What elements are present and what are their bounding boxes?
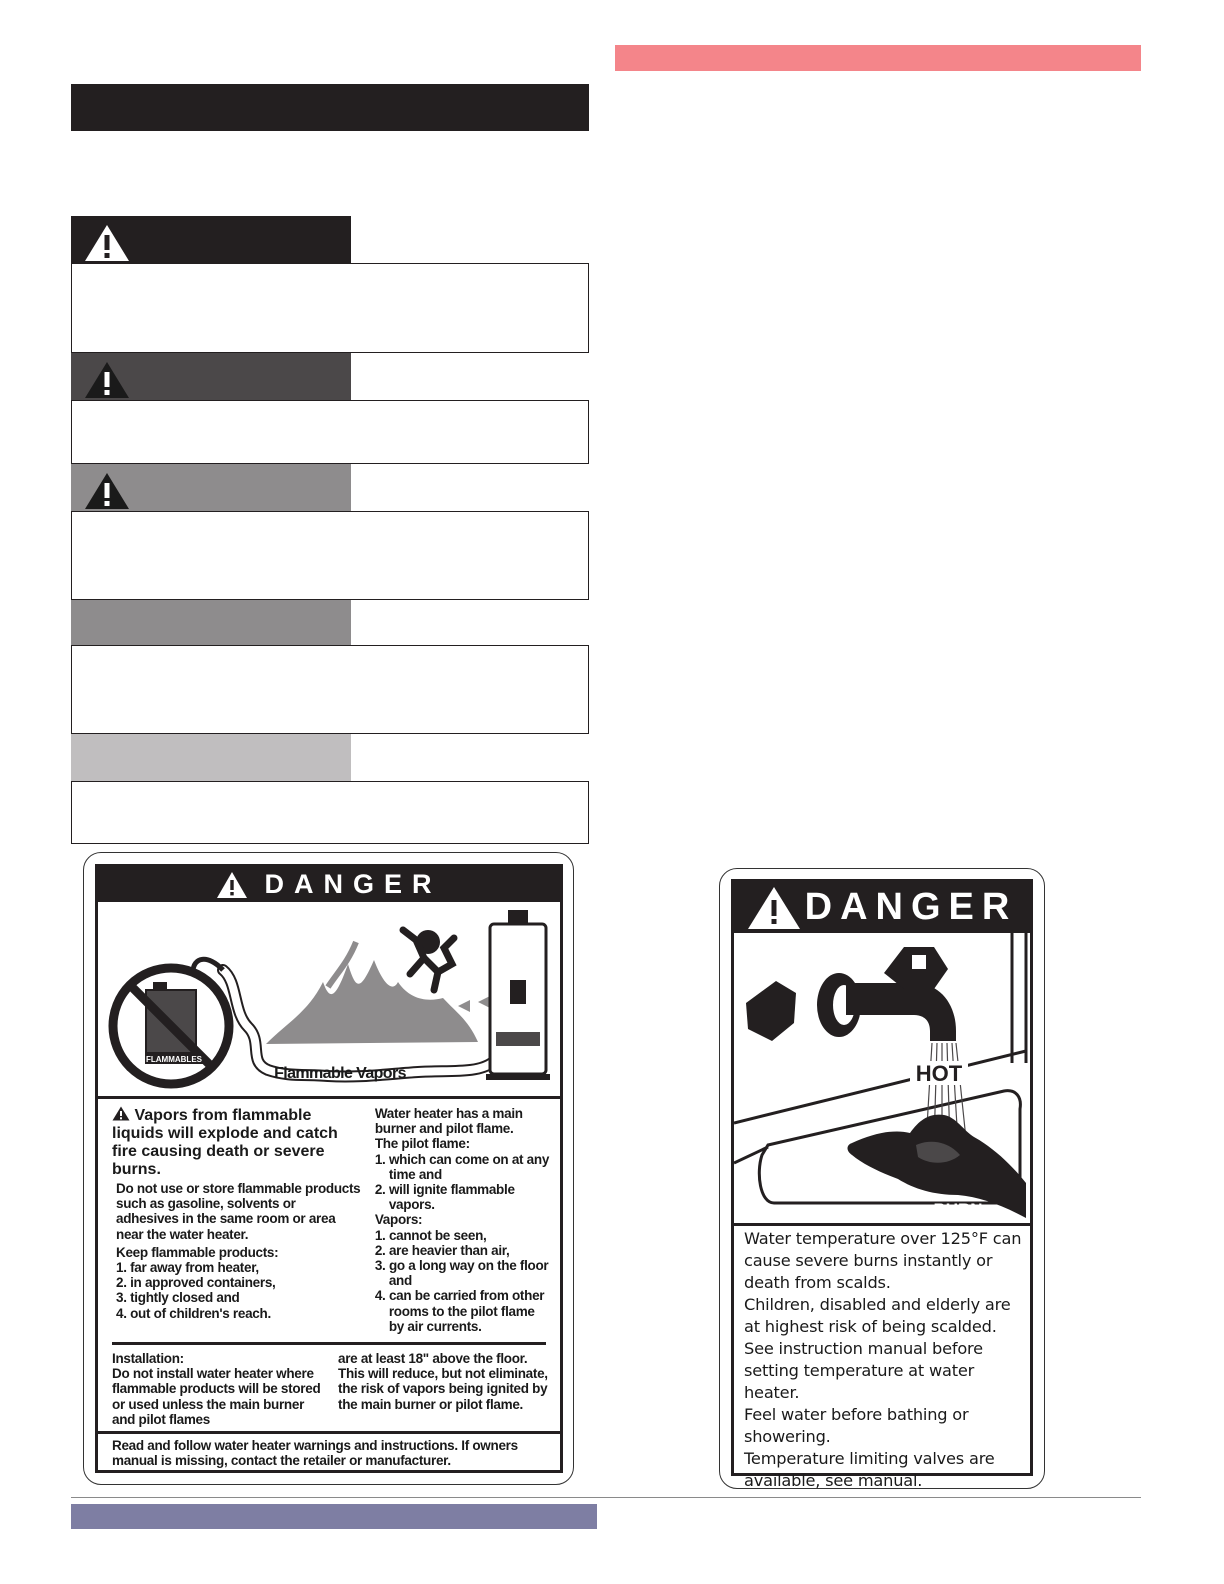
keep-item: 2. in approved containers, [116,1275,276,1291]
label-right-column [361,1106,550,1342]
signal-definition-box-notice [71,781,589,844]
installation-right: are at least 18" above the floor. This will reduce, but not eliminate, the risk of vapors being ignited by the main burner or pilot flame. [338,1351,548,1412]
keep-list [112,1260,361,1321]
keep-title: Keep flammable products: [116,1244,279,1260]
flammables-word: FLAMMABLES [146,1055,202,1064]
water-heater-control-icon [510,980,526,1004]
signal-header-danger [71,216,351,263]
burner-icon [496,1032,540,1046]
burn-text: BURN [933,1200,983,1219]
flammable-vapors-label-inner [95,864,563,1473]
vapors-item: 4. can be carried from other rooms to the pilot flame by air currents. [374,1288,545,1334]
danger-header [734,882,1030,933]
flammable-vapors-illustration [98,902,560,1096]
footer-rule [71,1497,1141,1498]
scald-illustration [734,933,1030,1226]
keep-item: 4. out of children's reach. [116,1305,271,1321]
warning-triangle-icon [216,871,248,899]
airflow-arrow-icon [458,1000,470,1012]
airflow-arrow-icon [478,996,490,1008]
keep-item: 1. far away from heater, [116,1260,259,1276]
faucet-handle-marker-icon [912,955,926,969]
warning-triangle-icon [83,360,131,400]
faucet-handle-left-icon [746,981,796,1041]
pilot-list [375,1152,550,1213]
vapors-heading [112,1106,361,1179]
vapors-item: 2. are heavier than air, [374,1242,510,1258]
water-heater-base-icon [486,1074,550,1080]
warning-triangle-icon [747,886,801,930]
section-title-bar [71,84,589,131]
signal-definition-box-danger [71,263,589,353]
warning-triangle-icon [83,223,131,263]
warning-triangle-icon [112,1106,130,1121]
fire-flames-icon [266,960,478,1044]
label-footer-note: Read and follow water heater warnings and instructions. If owners manual is missing, contact the retailer or manufacturer. [112,1438,518,1469]
signal-definition-box-caution [71,511,589,600]
warning-triangle-icon [83,471,131,511]
signal-header-caution-plain [71,600,351,647]
faucet-spout-icon [846,983,956,1041]
vapors-list [375,1228,550,1334]
scald-warning-text: Water temperature over 125°F can cause severe burns instantly or death from scalds. Children, disabled and elderly are at highest risk of being scalded. See instruction manual before setting temperature at water heater. Feel water before bathing or showering. Temperature limiting valves are available, see manual. [744,1229,1022,1490]
vapors-heading-text: Vapors from flammable liquids will explode and catch fire causing death or severe burns. [112,1107,338,1178]
danger-header-text: DANGER [264,869,442,899]
scald-danger-label-inner [731,879,1033,1490]
signal-header-warning [71,353,351,400]
danger-header-text: DANGER [804,886,1018,928]
pilot-item: 1. which can come on at any time and [374,1151,550,1182]
storage-warning: Do not use or store flammable products such as gasoline, solvents or adhesives in the same room or area near the water heater. [116,1181,361,1242]
keep-item: 3. tightly closed and [116,1290,240,1306]
footer-bar [71,1504,597,1529]
vapors-item: 3. go a long way on the floor and [374,1258,549,1289]
label-body [98,1099,560,1342]
water-heater-flue-icon [508,910,528,924]
signal-definition-box-warning [71,400,589,464]
vapors-item: 1. cannot be seen, [374,1227,487,1243]
label-left-column [112,1106,361,1342]
heater-intro: Water heater has a main burner and pilot flame. [374,1106,523,1137]
danger-header [98,867,560,902]
section-accent-bar [615,45,1141,71]
signal-definition-box-caution-plain [71,645,589,734]
installation-section [98,1345,560,1431]
hot-text: HOT [915,1061,963,1086]
flammable-vapors-caption: Flammable Vapors [274,1065,406,1082]
signal-header-notice [71,734,351,781]
signal-header-caution [71,464,351,511]
pilot-title: The pilot flame: [374,1136,470,1152]
pilot-item: 2. will ignite flammable vapors. [374,1182,515,1213]
installation-left: Installation: Do not install water heater where flammable products will be stored or used unless the main burner and pilot flames [112,1351,321,1427]
vapors-title: Vapors: [374,1212,423,1228]
gas-can-cap-icon [153,982,167,991]
